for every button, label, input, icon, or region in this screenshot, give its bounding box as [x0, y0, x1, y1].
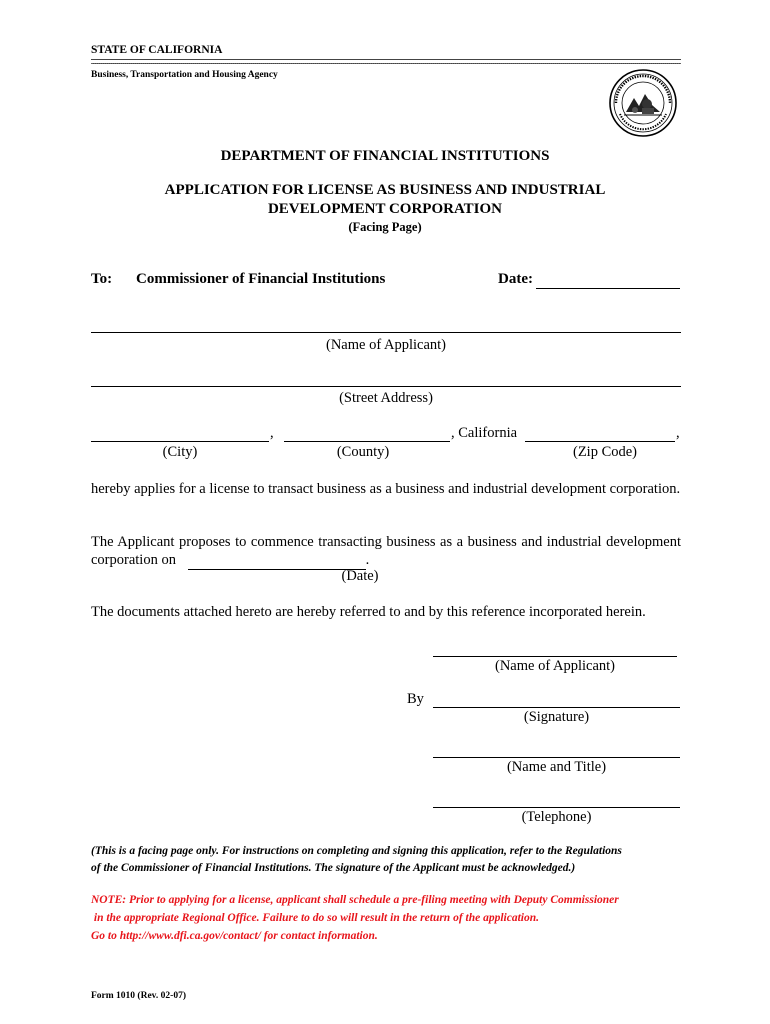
zip-comma: , [676, 425, 680, 441]
by-label: By [407, 691, 424, 707]
signature-field[interactable] [433, 707, 680, 708]
agency-name: Business, Transportation and Housing Agency [91, 70, 278, 80]
commissioner-name: Commissioner of Financial Institutions [136, 271, 386, 287]
prefiling-notice-line-3: Go to http://www.dfi.ca.gov/contact/ for contact information. [91, 930, 378, 942]
telephone-caption: (Telephone) [521, 809, 592, 825]
application-title-line-2: DEVELOPMENT CORPORATION [267, 201, 503, 217]
california-state-seal-icon [608, 68, 678, 138]
commencement-statement [91, 533, 681, 570]
department-title: DEPARTMENT OF FINANCIAL INSTITUTIONS [220, 148, 550, 164]
telephone-field[interactable] [433, 807, 680, 808]
date-label: Date: [498, 271, 533, 287]
city-comma: , [270, 425, 274, 441]
facing-page-note-line-1: (This is a facing page only. For instructions on completing and signing this application, refer to the Regulations [91, 845, 622, 857]
signer-applicant-name-caption: (Name of Applicant) [495, 658, 615, 674]
signer-applicant-name-field[interactable] [433, 656, 677, 657]
street-address-caption: (Street Address) [339, 390, 433, 406]
facing-page-note-line-2: of the Commissioner of Financial Institutions. The signature of the Applicant must be acknowledged.) [91, 862, 576, 874]
state-heading: STATE OF CALIFORNIA [91, 44, 223, 56]
zip-code-caption: (Zip Code) [572, 444, 638, 460]
to-label: To: [91, 271, 113, 287]
county-field[interactable] [284, 441, 450, 442]
city-caption: (City) [162, 444, 198, 460]
incorporation-statement: The documents attached hereto are hereby referred to and by this reference incorporated herein. [91, 604, 646, 620]
prefiling-notice-line-2: in the appropriate Regional Office. Failure to do so will result in the return of the application. [91, 912, 540, 924]
form-number: Form 1010 (Rev. 02-07) [91, 991, 186, 1001]
header-rule-dotted [91, 63, 681, 64]
name-and-title-caption: (Name and Title) [506, 759, 607, 775]
california-label: , California [451, 425, 518, 441]
prefiling-notice-line-1: NOTE: Prior to applying for a license, applicant shall schedule a pre-filing meeting with Deputy Commissioner [91, 894, 619, 906]
facing-page-subtitle: (Facing Page) [348, 220, 422, 234]
application-statement: hereby applies for a license to transact business as a business and industrial development corporation. [91, 481, 681, 497]
zip-code-field[interactable] [525, 441, 675, 442]
city-field[interactable] [91, 441, 269, 442]
applicant-name-caption: (Name of Applicant) [326, 337, 446, 353]
date-field[interactable] [536, 288, 680, 289]
applicant-name-field[interactable] [91, 332, 681, 333]
signature-caption: (Signature) [523, 709, 590, 725]
street-address-field[interactable] [91, 386, 681, 387]
commencement-period: . [365, 552, 370, 568]
county-caption: (County) [336, 444, 390, 460]
commencement-date-caption: (Date) [341, 568, 379, 584]
commencement-text: The Applicant proposes to commence transacting business as a business and industrial development corporation on [91, 534, 681, 568]
application-title-line-1: APPLICATION FOR LICENSE AS BUSINESS AND INDUSTRIAL [164, 182, 606, 198]
name-and-title-field[interactable] [433, 757, 680, 758]
